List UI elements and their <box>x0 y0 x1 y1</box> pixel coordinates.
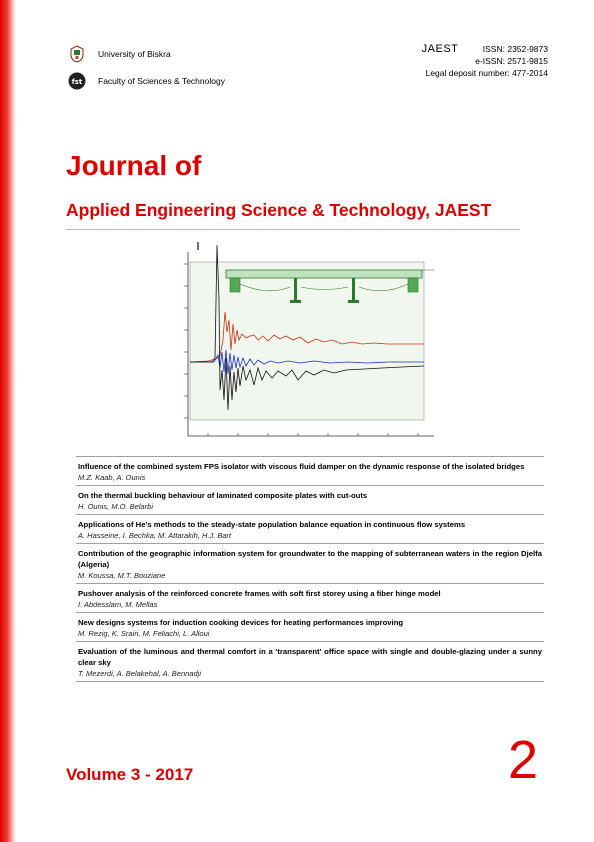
article-item[interactable] <box>76 486 544 515</box>
plot-area <box>190 262 424 420</box>
article-title: Evaluation of the luminous and thermal comfort in a 'transparent' office space with single and double-glazing under a sunny clear sky <box>78 647 542 667</box>
article-authors: M. Koussa, M.T. Bouziane <box>78 571 166 580</box>
article-authors: A. Hasseine, I. Bechka, M. Attarakih, H.J. Bart <box>78 531 232 540</box>
article-item[interactable] <box>76 515 544 544</box>
issn: ISSN: 2352-9873 <box>482 44 548 54</box>
article-item[interactable] <box>76 456 544 486</box>
institution-block <box>68 43 225 97</box>
university-name: University of Biskra <box>98 49 171 59</box>
article-title: Applications of He’s methods to the steady-state population balance equation in continuous flow systems <box>78 520 466 529</box>
article-item[interactable] <box>76 642 544 682</box>
faculty-name: Faculty of Sciences & Technology <box>98 76 225 86</box>
legal-deposit: Legal deposit number: 477-2014 <box>425 68 548 78</box>
faculty-logo-icon <box>68 72 86 90</box>
article-title: Influence of the combined system FPS isolator with viscous fluid damper on the dynamic response of the isolated bridges <box>78 462 525 471</box>
article-title: On the thermal buckling behaviour of laminated composite plates with cut-outs <box>78 491 368 500</box>
cover-figure <box>168 240 440 438</box>
article-authors: T. Mezerdi, A. Belakehal, A. Bennadji <box>78 669 201 678</box>
title-divider <box>66 229 520 230</box>
journal-title-line2: Applied Engineering Science & Technology, JAEST <box>66 200 492 220</box>
university-row <box>68 43 225 65</box>
article-authors: H. Ounis, M.O. Belarbi <box>78 502 154 511</box>
issue-number: 2 <box>508 730 539 790</box>
table-of-contents <box>76 456 544 682</box>
eissn: e-ISSN: 2571-9815 <box>475 56 548 66</box>
university-crest-icon <box>68 45 86 63</box>
article-title: New designs systems for induction cooking devices for heating performances improving <box>78 618 404 627</box>
red-spine-stripe <box>0 0 16 842</box>
article-authors: M. Rezig, K. Srairi, M. Feliachi, L. Alloui <box>78 629 210 638</box>
article-authors: I. Abdesslam, M. Mellas <box>78 600 158 609</box>
svg-text:fst: fst <box>71 77 83 86</box>
journal-title-line1: Journal of <box>66 150 202 181</box>
journal-acronym: JAEST <box>421 43 459 55</box>
article-item[interactable] <box>76 544 544 584</box>
article-title: Pushover analysis of the reinforced concrete frames with soft first storey using a fiber hinge model <box>78 589 441 598</box>
faculty-row <box>68 70 225 92</box>
article-authors: M.Z. Kaab, A. Ounis <box>78 473 146 482</box>
journal-identifiers <box>422 43 548 79</box>
volume-label: Volume 3 - 2017 <box>66 765 194 784</box>
article-item[interactable] <box>76 613 544 642</box>
article-item[interactable] <box>76 584 544 613</box>
issn-row <box>422 43 548 55</box>
article-title: Contribution of the geographic information system for groundwater to the mapping of subterranean waters in the region Djelfa (Algeria) <box>78 549 542 569</box>
